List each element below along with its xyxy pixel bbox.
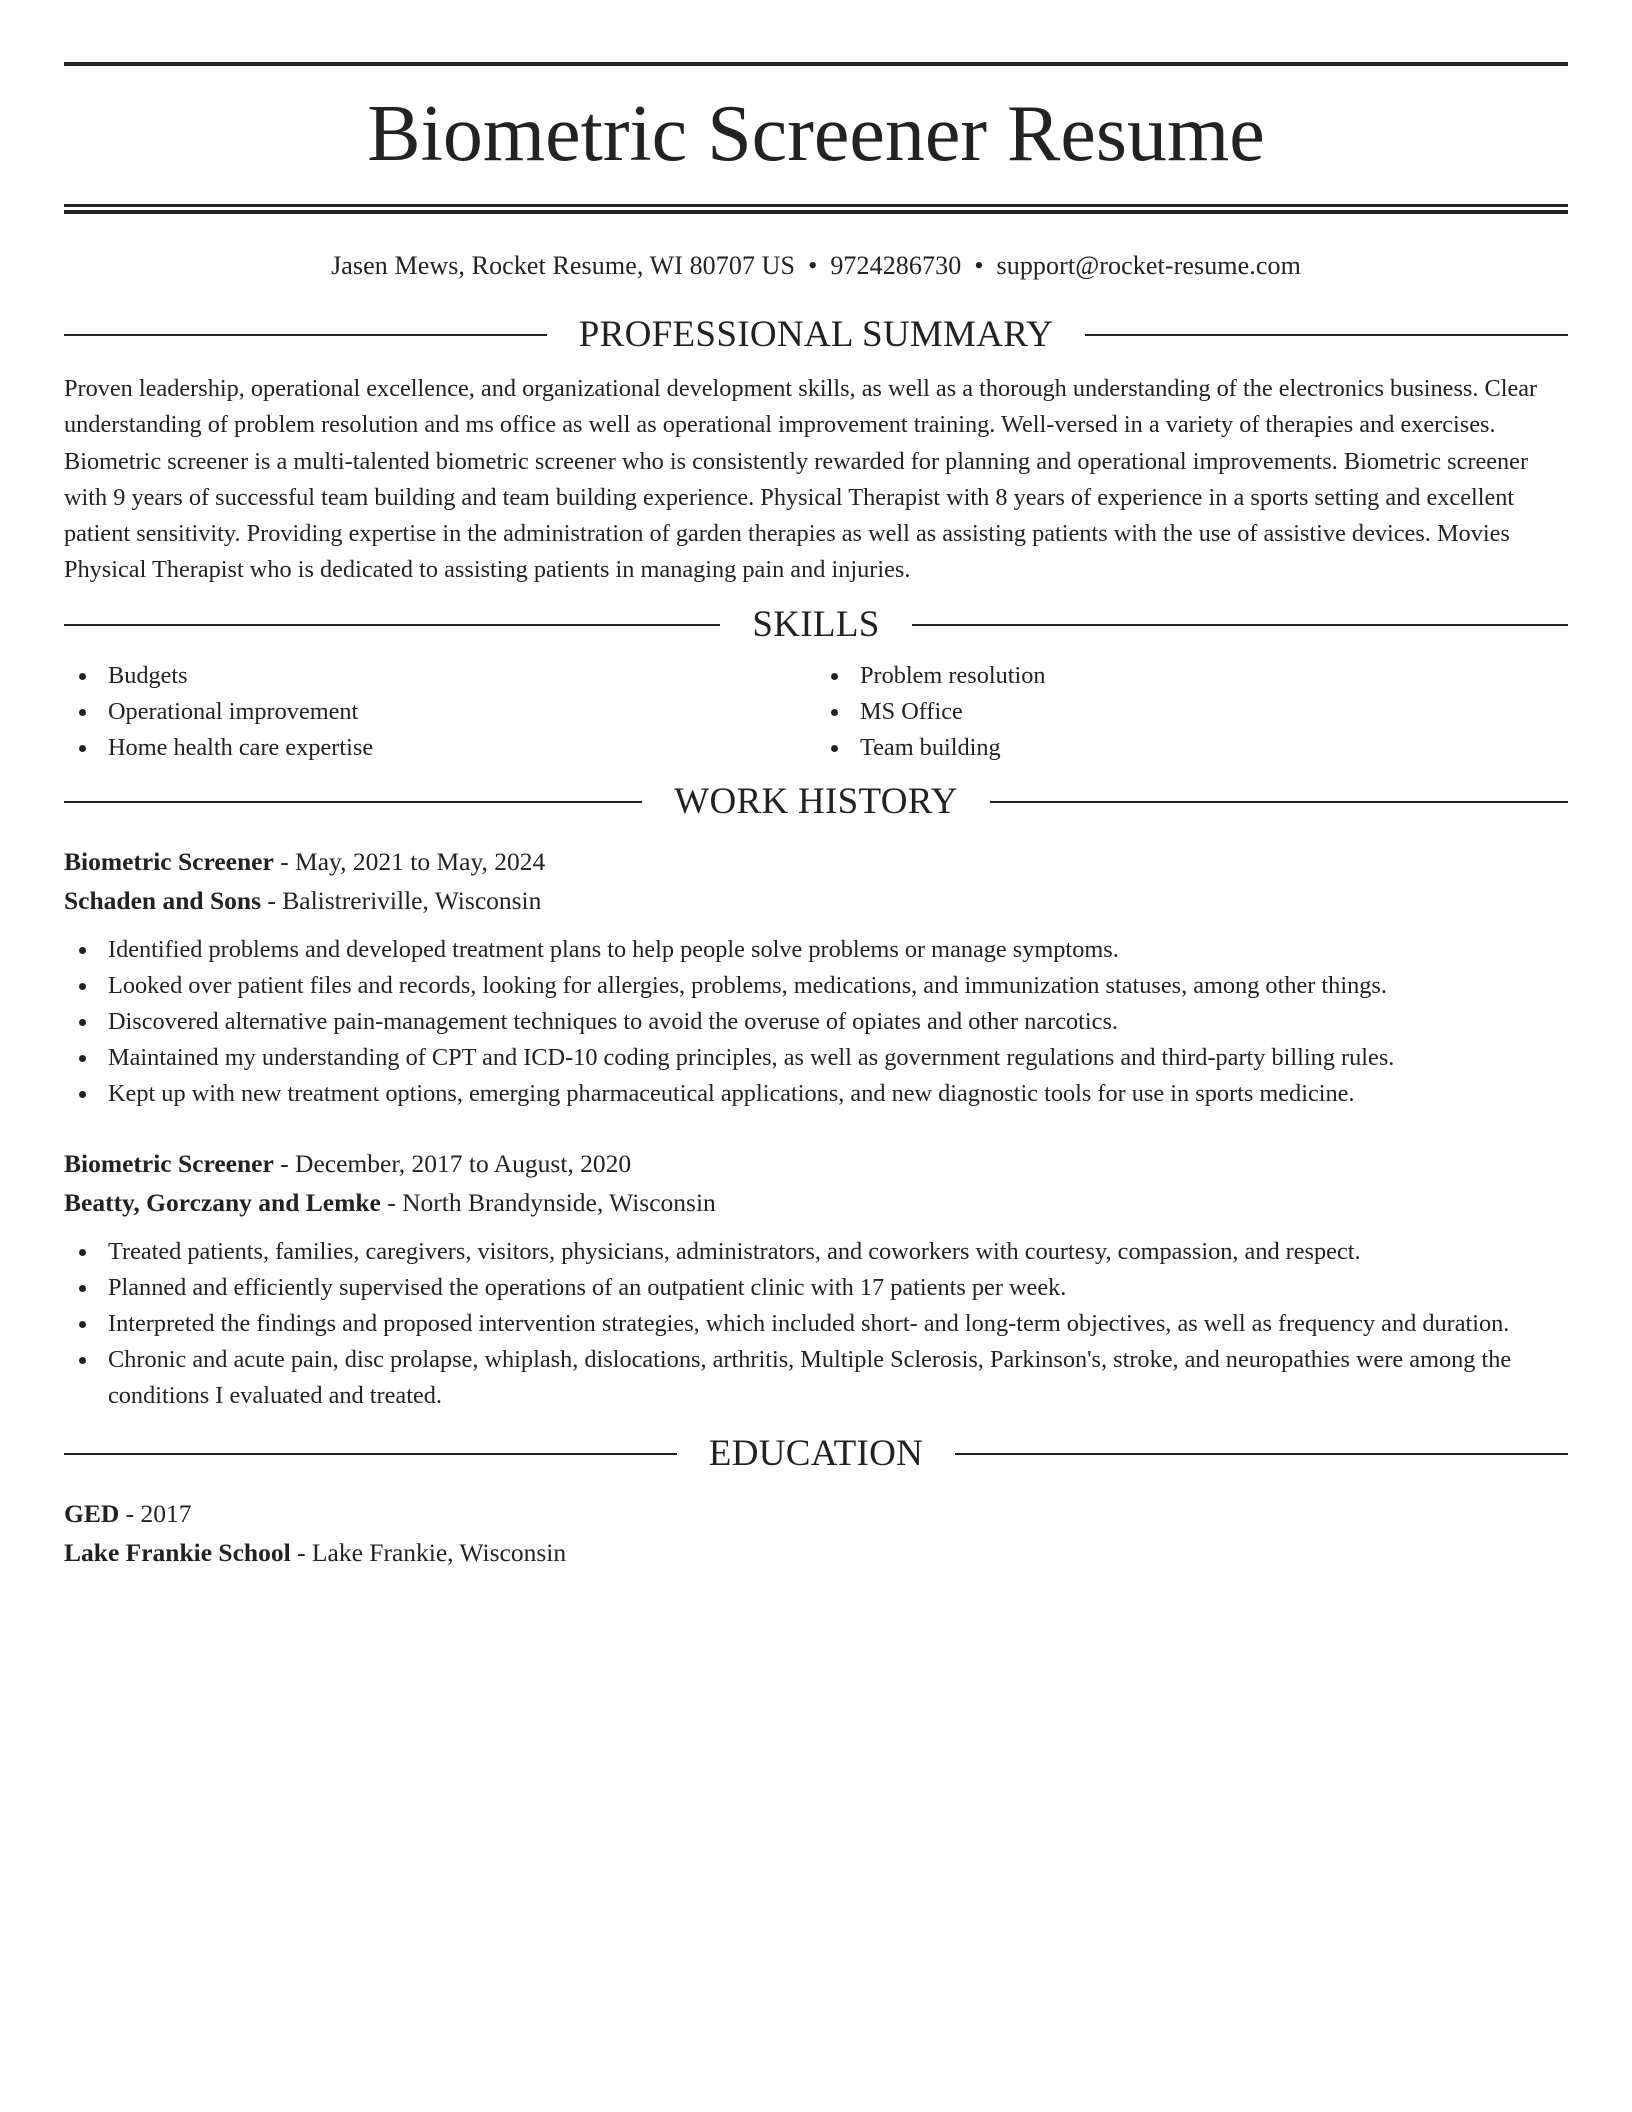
skills-list — [64, 658, 1568, 766]
contact-address: Jasen Mews, Rocket Resume, WI 80707 US — [331, 251, 796, 280]
education-entry — [64, 1494, 1568, 1572]
summary-heading — [64, 315, 1568, 355]
job-duties — [64, 1234, 1568, 1414]
duty-item: Interpreted the findings and proposed intervention strategies, which included short- and long-term objectives, as well as frequency and duration. — [64, 1306, 1568, 1342]
skill-item: Operational improvement — [64, 694, 816, 730]
degree-line — [64, 1494, 1568, 1533]
duty-item: Chronic and acute pain, disc prolapse, whiplash, dislocations, arthritis, Multiple Sclerosis, Parkinson's, stroke, and neuropathies were among the conditions I evaluated and treated. — [64, 1342, 1568, 1414]
duty-item: Planned and efficiently supervised the operations of an outpatient clinic with 17 patients per week. — [64, 1270, 1568, 1306]
heading-rule — [64, 334, 547, 336]
skills-column-left — [64, 658, 816, 766]
job-entry — [64, 1144, 1568, 1414]
job-title-line — [64, 1144, 1568, 1183]
job-duties — [64, 932, 1568, 1112]
job-company-line — [64, 881, 1568, 920]
contact-line — [64, 249, 1568, 283]
job-location: - North Brandynside, Wisconsin — [380, 1187, 716, 1217]
degree-year: - 2017 — [119, 1498, 192, 1528]
job-title-line — [64, 842, 1568, 881]
job-company: Beatty, Gorczany and Lemke — [64, 1187, 381, 1217]
skill-item: MS Office — [816, 694, 1568, 730]
contact-email: support@rocket-resume.com — [996, 251, 1301, 280]
job-location: - Balistreriville, Wisconsin — [261, 885, 542, 915]
heading-rule — [912, 624, 1568, 626]
summary-heading-label: PROFESSIONAL SUMMARY — [578, 314, 1054, 355]
heading-rule — [64, 1453, 677, 1455]
education-heading — [64, 1434, 1568, 1474]
job-title: Biometric Screener — [64, 1148, 274, 1178]
job-company-line — [64, 1183, 1568, 1222]
title-bottom-rule — [64, 204, 1568, 214]
duty-item: Identified problems and developed treatment plans to help people solve problems or manage symptoms. — [64, 932, 1568, 968]
job-title: Biometric Screener — [64, 846, 274, 876]
skills-heading — [64, 605, 1568, 645]
job-dates: - December, 2017 to August, 2020 — [273, 1148, 632, 1178]
contact-separator: • — [808, 251, 818, 280]
skill-item: Team building — [816, 730, 1568, 766]
skills-column-right — [816, 658, 1568, 766]
work-heading — [64, 782, 1568, 822]
skill-item: Home health care expertise — [64, 730, 816, 766]
work-heading-label: WORK HISTORY — [674, 780, 958, 822]
title-block — [64, 0, 1568, 214]
heading-rule — [955, 1453, 1568, 1455]
duty-item: Looked over patient files and records, looking for allergies, problems, medications, and immunization statuses, among other things. — [64, 968, 1568, 1004]
duty-item: Treated patients, families, caregivers, visitors, physicians, administrators, and coworkers with courtesy, compassion, and respect. — [64, 1234, 1568, 1270]
heading-rule — [64, 624, 720, 626]
job-company: Schaden and Sons — [64, 885, 262, 915]
heading-rule — [64, 801, 642, 803]
job-dates: - May, 2021 to May, 2024 — [273, 846, 546, 876]
resume-title: Biometric Screener Resume — [367, 90, 1265, 178]
heading-rule — [1085, 334, 1568, 336]
duty-item: Maintained my understanding of CPT and ICD-10 coding principles, as well as government regulations and third-party billing rules. — [64, 1040, 1568, 1076]
heading-rule — [990, 801, 1568, 803]
duty-item: Discovered alternative pain-management techniques to avoid the overuse of opiates and other narcotics. — [64, 1004, 1568, 1040]
skill-item: Problem resolution — [816, 658, 1568, 694]
contact-phone: 9724286730 — [830, 251, 962, 280]
contact-separator: • — [974, 251, 984, 280]
summary-text: Proven leadership, operational excellence, and organizational development skills, as well as a thorough understanding of the electronics business. Clear understanding of problem resolution and ms office as well as operational improvement training. Well-versed in a variety of therapies and exercises. Biometric screener is a multi-talented biometric screener who is consistently rewarded for planning and operational improvements. Biometric screener with 9 years of successful team building and team building experience. Physical Therapist with 8 years of experience in a sports setting and excellent patient sensitivity. Providing expertise in the administration of garden therapies as well as assisting patients with the use of assistive devices. Movies Physical Therapist who is dedicated to assisting patients in managing pain and injuries. — [64, 375, 1538, 584]
school-name: Lake Frankie School — [64, 1537, 291, 1567]
school-line — [64, 1533, 1568, 1572]
duty-item: Kept up with new treatment options, emerging pharmaceutical applications, and new diagnostic tools for use in sports medicine. — [64, 1076, 1568, 1112]
skill-item: Budgets — [64, 658, 816, 694]
job-entry — [64, 842, 1568, 1112]
skills-heading-label: SKILLS — [752, 603, 880, 645]
school-location: - Lake Frankie, Wisconsin — [290, 1537, 567, 1567]
degree: GED — [64, 1498, 120, 1528]
education-heading-label: EDUCATION — [708, 1432, 924, 1474]
